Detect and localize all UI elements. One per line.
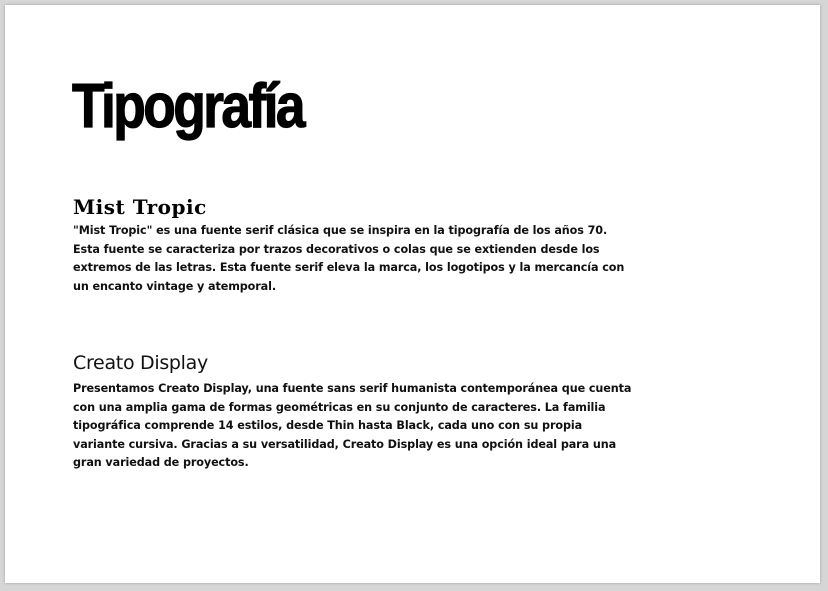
font-name-creato-display: Creato Display [73,352,208,374]
page-title: Tipografía [72,72,303,141]
font-name-mist-tropic: Mist Tropic [73,195,207,219]
font-section-mist-tropic [73,194,633,296]
document-page [5,5,820,583]
font-section-creato-display [73,350,633,473]
font-description-creato-display: Presentamos Creato Display, una fuente sans serif humanista contemporánea que cuenta con una amplia gama de formas geométricas en su conjunto de caracteres. La familia tipográfica comprende 14 estilos, desde Thin hasta Black, cada uno con su propia variante cursiva. Gracias a su versatilidad, Creato Display es una opción ideal para una gran variedad de proyectos. [73,382,632,469]
font-description-mist-tropic: "Mist Tropic" es una fuente serif clásica que se inspira en la tipografía de los años 70. Esta fuente se caracteriza por trazos decorativos o colas que se extienden desde los extremos de las letras. Esta fuente serif eleva la marca, los logotipos y la mercancía con un encanto vintage y atemporal. [73,224,625,293]
